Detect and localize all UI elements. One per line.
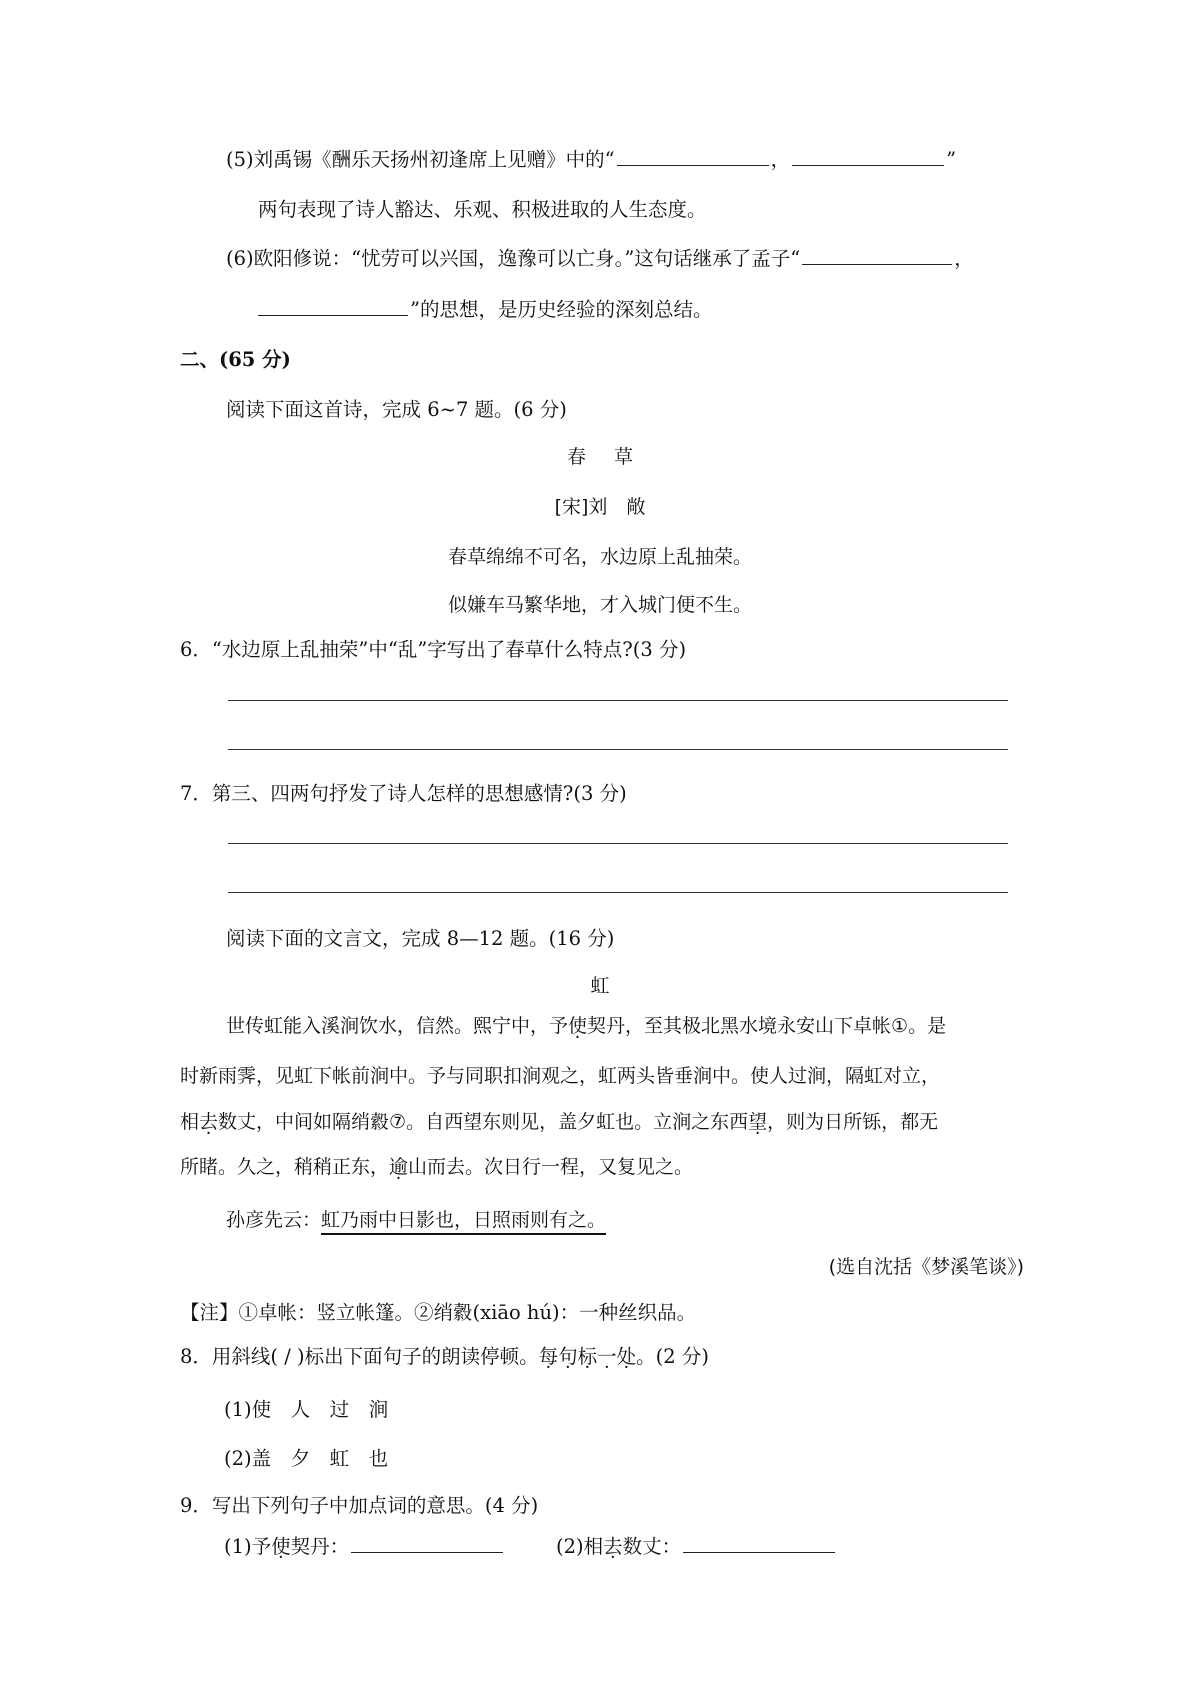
dotted-word-wang: 望: [748, 1111, 768, 1133]
prose-source: (选自沈括《梦溪笔谈》): [828, 1256, 1024, 1278]
answer-line-6b[interactable]: [228, 749, 1008, 750]
q5-suffix: ”: [946, 148, 957, 171]
prose-line-3: [180, 1107, 938, 1134]
prose-title: 虹: [590, 975, 610, 997]
dotted-word-yu: 逾: [389, 1156, 409, 1178]
q9-item-2: [556, 1531, 837, 1559]
prose-text: 相: [180, 1111, 200, 1133]
q9-item-1: [224, 1531, 505, 1559]
dotted-char: 一: [597, 1345, 617, 1368]
q6-recite-suffix: ”的思想，是历史经验的深刻总结。: [410, 298, 713, 321]
dotted-word: 使: [271, 1535, 291, 1558]
q5-comma: ，: [770, 148, 791, 171]
q9-blank-2[interactable]: [683, 1534, 835, 1553]
q5-prefix: (5)刘禹锡《酬乐天扬州初逢席上见赠》中的“: [226, 148, 615, 171]
q6-recite-blank-1[interactable]: [802, 246, 952, 265]
q6-recite-blank-2[interactable]: [258, 297, 408, 316]
question-7: 7．第三、四两句抒发了诗人怎样的思想感情?(3 分): [180, 782, 627, 805]
question-8: [180, 1341, 709, 1369]
q9-text: 契丹：: [290, 1535, 350, 1558]
q8-item-1: (1)使 人 过 涧: [224, 1398, 389, 1421]
q8-text: 8．用斜线( / )标出下面句子的朗读停顿。: [180, 1345, 539, 1368]
prose-text: ，则为日所铄，都无: [767, 1111, 939, 1133]
underlined-sentence: 虹乃雨中日影也，日照雨则有之。: [321, 1209, 606, 1235]
dotted-word: 去: [603, 1535, 623, 1558]
q8-item-2: (2)盖 夕 虹 也: [224, 1447, 389, 1470]
prose-line-5: [226, 1205, 606, 1232]
q6-recite-prefix: (6)欧阳修说：“忧劳可以兴国，逸豫可以亡身。”这句话继承了孟子“: [226, 247, 801, 270]
prose-text: 山而去。次日行一程，又复见之。: [408, 1156, 694, 1178]
dotted-word-shi: 使: [568, 1015, 588, 1037]
poem-line-2: 似嫌车马繁华地，才入城门便不生。: [447, 594, 752, 616]
q5-blank-2[interactable]: [792, 147, 944, 166]
poem-intro: 阅读下面这首诗，完成 6~7 题。(6 分): [226, 398, 567, 421]
poem-line-1: 春草绵绵不可名，水边原上乱抽荣。: [447, 546, 752, 568]
q6-recite-line1: [226, 243, 974, 271]
prose-line-2: 时新雨霁，见虹下帐前涧中。予与同职扣涧观之，虹两头皆垂涧中。使人过涧，隔虹对立，: [180, 1065, 941, 1087]
prose-line-4: [180, 1152, 693, 1179]
dotted-char: 标: [577, 1345, 598, 1368]
poem-title: 春草: [566, 446, 661, 468]
q5-line2: 两句表现了诗人豁达、乐观、积极进取的人生态度。: [258, 198, 707, 221]
dotted-char: 句: [558, 1345, 578, 1368]
prose-text: 世传虹能入溪涧饮水，信然。熙宁中，予: [226, 1015, 569, 1037]
question-9: 9．写出下列句子中加点词的意思。(4 分): [180, 1494, 539, 1517]
prose-text: 所睹。久之，稍稍正东，: [180, 1156, 390, 1178]
prose-text: 契丹，至其极北黑水境永安山下卓帐①。是: [587, 1015, 947, 1037]
prose-text: 数丈，中间如隔绡縠⑦。自西望东则见，盖夕虹也。立涧之东西: [218, 1111, 749, 1133]
section-heading: 二、(65 分): [180, 348, 291, 371]
dotted-word-qu: 去: [199, 1111, 219, 1133]
q6-recite-comma: ，: [954, 247, 974, 270]
poem-author: [宋]刘 敞: [554, 496, 646, 518]
q9-text: 数丈：: [622, 1535, 682, 1558]
answer-line-7a[interactable]: [228, 843, 1008, 844]
q5-line1: [226, 144, 956, 172]
answer-line-7b[interactable]: [228, 892, 1008, 893]
prose-note: 【注】①卓帐：竖立帐篷。②绡縠(xiāo hú)：一种丝织品。: [180, 1301, 697, 1324]
q9-blank-1[interactable]: [351, 1534, 503, 1553]
q9-text: (2)相: [556, 1535, 604, 1558]
question-6: 6．“水边原上乱抽荣”中“乱”字写出了春草什么特点?(3 分): [180, 638, 687, 661]
q8-score: 。(2 分): [636, 1345, 709, 1368]
answer-line-6a[interactable]: [228, 700, 1008, 701]
prose-text: 孙彦先云：: [226, 1209, 322, 1231]
q9-text: (1)予: [224, 1535, 272, 1558]
q5-blank-1[interactable]: [617, 147, 769, 166]
q6-recite-line2: [256, 294, 712, 322]
dotted-char: 处: [616, 1345, 637, 1368]
prose-intro: 阅读下面的文言文，完成 8—12 题。(16 分): [226, 927, 615, 950]
dotted-char: 每: [538, 1345, 559, 1368]
prose-line-1: [226, 1011, 946, 1038]
